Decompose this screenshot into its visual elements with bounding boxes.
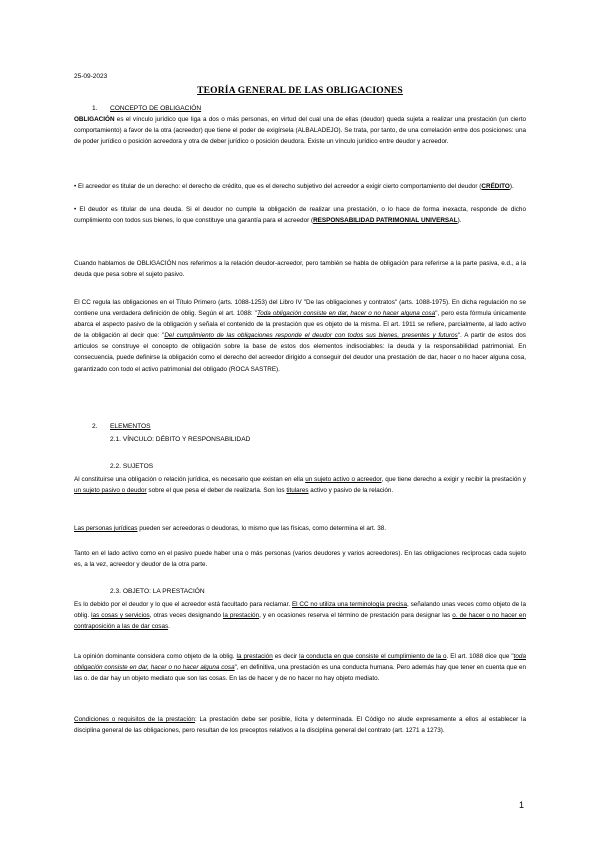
paragraph-text: sobre el que pesa el deber de realizarla. Son los (146, 487, 287, 495)
paragraph-text: : La prestación debe ser posible, lícita y determinada. El Código no alude expresamente a ellos al establecer la disciplina general de las obligaciones, pero resultan de los preceptos relativos a la disciplina general del contrato (art. 1271 a 1273). (74, 716, 526, 735)
section-title: CONCEPTO DE OBLIGACIÓN (110, 105, 202, 112)
paragraph-text: . El art. 1088 dice que " (446, 653, 514, 660)
document-title: TEORÍA GENERAL DE LAS OBLIGACIONES (197, 86, 403, 96)
term-la-prestacion: la prestación (222, 612, 260, 620)
quote-art-1088: Toda obligación consiste en dar, hacer o no hacer alguna cosa (256, 310, 436, 318)
paragraph-text: es decir (272, 653, 300, 660)
paragraph-text: ). (509, 183, 514, 190)
paragraph-text: ". A partir de estos dos artículos se construye el concepto de obligación sobre la base de estos dos elementos indisociables: la deuda y la responsabilidad patrimonial. En consecuencia, puede definirse la obligación como el derecho del acreedor dirigido a conseguir del deudor una prestación de dar, hacer o no hacer alguna cosa, garantizado con todo el activo patrimonial del obligado (ROCA SASTRE). (74, 332, 526, 373)
paragraph-text: , y en ocasiones reserva el término de prestación para designar las (259, 612, 453, 620)
term-cosas-servicios: las cosas y servicios (91, 612, 150, 620)
paragraph-text: • El acreedor es titular de un derecho: el derecho de crédito, que es el derecho subjetivo del acreedor a exigir cierto comportamiento del deudor ( (74, 183, 482, 190)
quote-art-1088-b: toda obligación consiste en dar, hacer o no hacer alguna cosa (74, 653, 526, 672)
term-condiciones: Condiciones o requisitos de la prestación (74, 716, 195, 723)
paragraph-objeto (74, 599, 526, 632)
paragraph-text: , que tiene derecho a exigir y recibir la prestación y (381, 476, 526, 483)
subsection-objeto: 2.3. OBJETO: LA PRESTACIÓN (110, 588, 205, 595)
paragraph-text: • El deudor es titular de una deuda. Si el deudor no cumple la obligación de realizar una prestación, o lo hace de forma inexacta, responde de dicho cumplimiento con todos sus bienes, lo que constituye una garantía para el acreedor ( (74, 206, 526, 225)
paragraph-acreedor (74, 181, 526, 192)
paragraph-personas-juridicas (74, 523, 526, 534)
paragraph-text: activo y pasivo de la relación. (308, 487, 394, 495)
term-conducta: la conducta en que consiste el cumplimiento de la o (299, 653, 447, 660)
paragraph-text: . (168, 623, 170, 631)
section-heading-concepto (92, 105, 201, 112)
paragraph-obligacion-uso: Cuando hablamos de OBLIGACIÓN nos referimos a la relación deudor-acreedor, pero también se habla de obligación para referirse a la parte pasiva, e.d., a la deuda que pesa sobre el sujeto pasivo. (74, 260, 526, 279)
term-titulares: titulares (286, 487, 309, 495)
paragraph-text: es el vínculo jurídico que liga a dos o más personas, en virtud del cual una de ellas (deudor) queda sujeta a realizar una prestación (un cierto comportamiento) a favor de la otra (acreedor) que tiene el poder de exigírsela (ALBALADEJO). Se trata, por tanto, de una correlación entre dos posiciones: una de poder jurídico o posición acreedora y otra de deber jurídico o posición deudora. Existe un vínculo jurídico entre deudor y acreedor. (74, 116, 526, 146)
term-hacer-no-hacer: o. de hacer o no hacer en contraposición a las de dar cosas (74, 612, 526, 631)
paragraph-text: , señalando unas veces como objeto de la oblig. (74, 601, 526, 620)
paragraph-text: El CC regula las obligaciones en el Título Primero (arts. 1088-1253) del Libro IV "De las obligaciones y contratos" (arts. 1088-1975). En dicha regulación no se contiene una verdadera definición de oblig. Según el art. 1088: " (74, 299, 526, 318)
section-heading-elementos (92, 423, 151, 430)
paragraph-text: La opinión dominante considera como objeto de la oblig. (74, 653, 237, 660)
term-prestacion: la prestación (236, 653, 273, 660)
term-personas-juridicas: Las personas jurídicas (74, 525, 138, 532)
quote-art-1911: Del cumplimiento de las obligaciones responde el deudor con todos sus bienes, presentes y futuros (164, 332, 458, 340)
paragraph-text: ", en definitiva, una prestación es una conducta humana. Pero además hay que tener en cuenta que en las o. de dar hay un objeto mediato que son las cosas. En las de hacer y de no hacer no hay objeto mediato. (74, 664, 526, 683)
paragraph-sujetos (74, 474, 526, 496)
subsection-vinculo: 2.1. VÍNCULO: DÉBITO Y RESPONSABILIDAD (110, 436, 251, 443)
paragraph-text: ", pero esta fórmula únicamente abarca el aspecto pasivo de la obligación y señala el contenido de la prestación que es objeto de la misma. El art. 1911 se refiere, parcialmente, al lado activo de la obligación al decir que: " (74, 310, 526, 340)
term-obligacion: OBLIGACIÓN (74, 116, 115, 123)
document-date: 25-09-2023 (74, 73, 108, 80)
paragraph-opinion-dominante (74, 651, 526, 684)
term-credito: CRÉDITO (481, 183, 510, 190)
page-number: 1 (519, 800, 525, 810)
term-sujeto-activo: un sujeto activo o acreedor (305, 476, 382, 483)
paragraph-text: Al constituirse una obligación o relación jurídica, es necesario que existan en ella (74, 476, 306, 483)
term-terminologia: El CC no utiliza una terminología precisa (291, 601, 407, 608)
section-number: 2. (92, 423, 98, 430)
section-title: ELEMENTOS (110, 423, 151, 430)
paragraph-text: , otras veces designando (149, 612, 223, 620)
paragraph-definicion (74, 114, 526, 147)
paragraph-text: Es lo debido por el deudor y lo que el acreedor está facultado para reclamar. (74, 601, 292, 608)
paragraph-pluralidad: Tanto en el lado activo como en el pasivo puede haber una o más personas (varios deudores y varios acreedores). En las obligaciones recíprocas cada sujeto es, a la vez, acreedor y deudor de la otra parte. (74, 550, 526, 569)
paragraph-text: ). (457, 217, 462, 225)
paragraph-codigo-civil (74, 297, 526, 375)
paragraph-text: pueden ser acreedoras o deudoras, lo mismo que las físicas, como determina el art. 38. (137, 525, 387, 532)
subsection-sujetos: 2.2. SUJETOS (110, 463, 154, 470)
section-number: 1. (92, 105, 98, 112)
paragraph-requisitos (74, 714, 526, 736)
term-responsabilidad: RESPONSABILIDAD PATRIMONIAL UNIVERSAL (313, 217, 458, 225)
term-sujeto-pasivo: un sujeto pasivo o deudor (74, 487, 147, 495)
paragraph-deudor (74, 204, 526, 226)
